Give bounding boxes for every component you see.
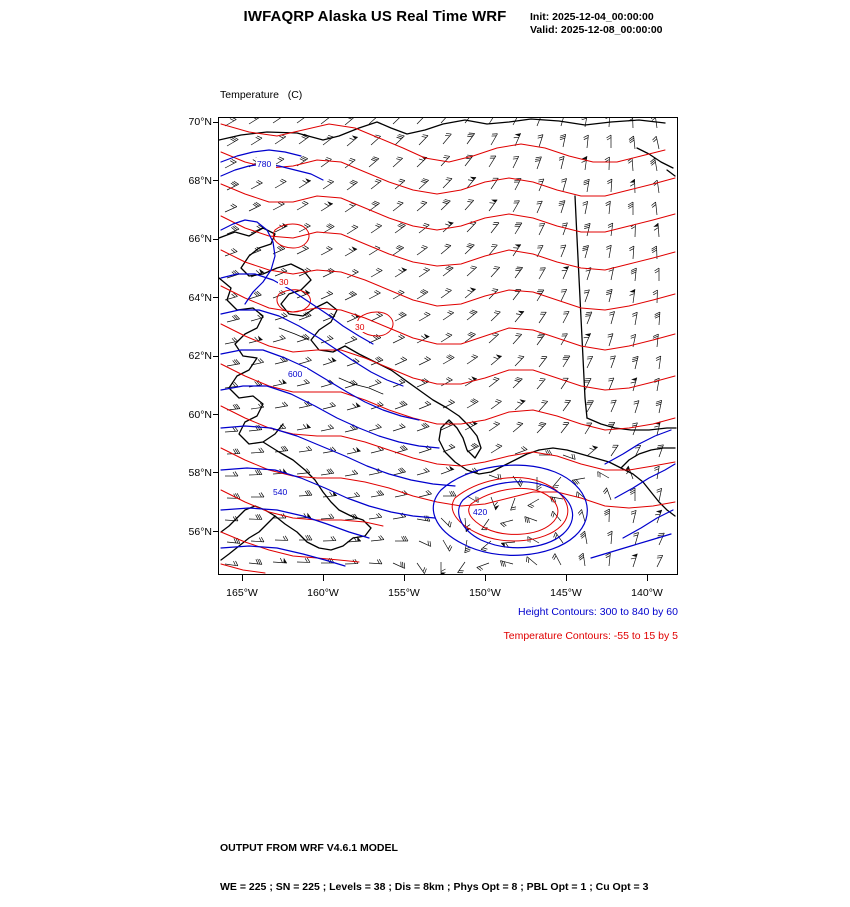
footer-line-1: OUTPUT FROM WRF V4.6.1 MODEL: [220, 842, 398, 854]
units-temperature: Temperature (C): [220, 89, 303, 101]
y-tick-58n: 58°N: [188, 467, 212, 479]
y-tick-70n: 70°N: [188, 116, 212, 128]
x-tickmark: [323, 575, 324, 581]
contour-label-420: 420: [473, 507, 488, 517]
y-tick-68n: 68°N: [188, 175, 212, 187]
init-time: Init: 2025-12-04_00:00:00: [530, 11, 654, 23]
y-tick-64n: 64°N: [188, 292, 212, 304]
x-tick-140w: 140°W: [631, 587, 663, 599]
x-tickmark: [242, 575, 243, 581]
y-tickmark: [213, 414, 219, 415]
contour-label-780: 780: [257, 159, 272, 169]
temperature-contour-legend: Temperature Contours: -55 to 15 by 5: [503, 630, 678, 642]
y-tickmark: [213, 239, 219, 240]
y-tickmark: [213, 180, 219, 181]
height-contour-legend: Height Contours: 300 to 840 by 60: [518, 606, 678, 618]
x-tick-155w: 155°W: [388, 587, 420, 599]
x-tick-165w: 165°W: [226, 587, 258, 599]
y-tick-62n: 62°N: [188, 350, 212, 362]
x-tick-160w: 160°W: [307, 587, 339, 599]
valid-time: Valid: 2025-12-08_00:00:00: [530, 24, 663, 36]
contour-label-temp-a: 30: [279, 277, 289, 287]
x-tickmark: [566, 575, 567, 581]
model-output-footer: [220, 816, 648, 907]
x-tick-150w: 150°W: [469, 587, 501, 599]
y-tickmark: [213, 472, 219, 473]
y-tickmark: [213, 531, 219, 532]
y-tick-56n: 56°N: [188, 526, 212, 538]
model-run-info: [530, 11, 663, 37]
footer-line-2: WE = 225 ; SN = 225 ; Levels = 38 ; Dis = 8km ; Phys Opt = 8 ; PBL Opt = 1 ; Cu Opt = 3: [220, 881, 649, 893]
x-tick-145w: 145°W: [550, 587, 582, 599]
x-tickmark: [485, 575, 486, 581]
x-tickmark: [647, 575, 648, 581]
contour-label-540: 540: [273, 487, 288, 497]
page-title-text: IWFAQRP Alaska US Real Time WRF: [243, 8, 507, 25]
x-tickmark: [404, 575, 405, 581]
weather-map-plot: [218, 117, 678, 575]
page-title: [0, 8, 850, 25]
contour-label-600: 600: [288, 369, 303, 379]
y-tick-60n: 60°N: [188, 409, 212, 421]
y-tick-66n: 66°N: [188, 233, 212, 245]
y-tickmark: [213, 297, 219, 298]
contour-label-temp-b: 30: [355, 322, 365, 332]
y-tickmark: [213, 122, 219, 123]
y-tickmark: [213, 356, 219, 357]
